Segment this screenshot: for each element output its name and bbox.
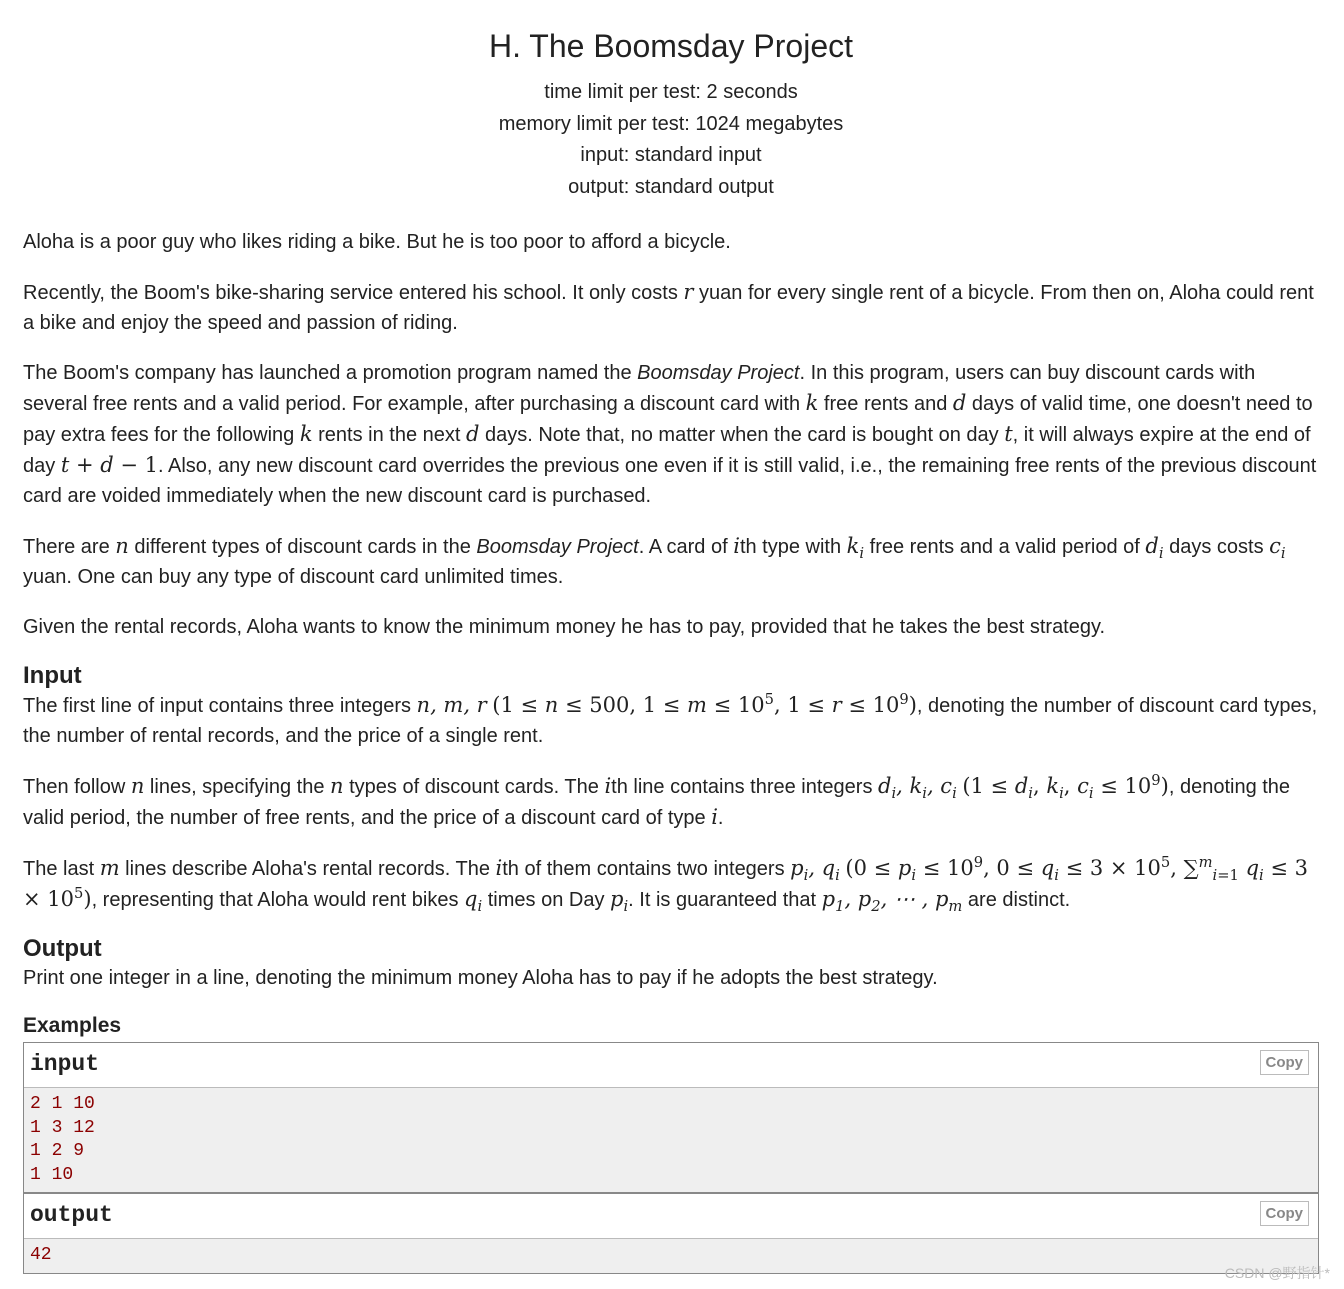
input-text: . It is guaranteed that	[628, 889, 822, 911]
copy-output-button[interactable]: Copy	[1260, 1201, 1310, 1226]
statement-paragraph-5	[23, 612, 1319, 642]
math-expiry: t	[60, 453, 70, 477]
math-d-i: $d_i$	[1145, 534, 1164, 563]
statement-text: days costs	[1163, 536, 1270, 558]
math-r: r	[683, 280, 694, 304]
input-text: The last	[23, 858, 100, 880]
math-c-i: $c_i$	[1269, 534, 1286, 563]
statement-paragraph-3	[23, 358, 1319, 511]
math-expiry-d: d	[100, 453, 114, 477]
examples-box	[23, 1042, 1319, 1274]
output-line: 42	[30, 1245, 52, 1265]
input-text: , denoting the valid period, the number of free rents, and the price of a discount card of type	[23, 776, 1291, 829]
math-constraints-3: ($0 \le p_i \le 10^9$, $0 \le q_i \le 3 \times 10^5$, ∑$^m_{i=1}$ $q_i \le 3 \times 10^5$)	[23, 854, 1309, 911]
input-paragraph-1	[23, 690, 1319, 751]
copy-input-button[interactable]: Copy	[1260, 1050, 1310, 1075]
output-example-header	[24, 1194, 1318, 1239]
math-nmr: n, m, r	[416, 693, 487, 717]
watermark: CSDN @野指针*	[1224, 1265, 1330, 1281]
statement-text: rents in the next	[312, 424, 466, 446]
statement-text: The Boom's company has launched a promotion program named the	[23, 362, 638, 384]
problem-header	[23, 0, 1319, 203]
output-example-label: output	[30, 1202, 113, 1228]
statement-paragraph-2	[23, 277, 1319, 338]
statement-text: days. Note that, no matter when the card is bought on day	[479, 424, 1005, 446]
input-section-title: Input	[23, 662, 82, 689]
math-d: d	[465, 422, 480, 446]
math-expiry-tail: − 1	[113, 453, 158, 477]
math-i: i	[733, 534, 740, 558]
math-q-i: $q_i$	[464, 887, 483, 916]
math-k: k	[299, 422, 313, 446]
input-text: types of discount cards. The	[343, 776, 605, 798]
math-d: d	[952, 391, 967, 415]
input-line: 2 1 10	[30, 1094, 95, 1114]
input-text: The first line of input contains three integers	[23, 695, 417, 717]
math-n: n	[330, 774, 344, 798]
output-example-body[interactable]	[24, 1239, 1318, 1273]
input-example-header	[24, 1043, 1318, 1088]
statement-emphasis: Boomsday Project	[476, 536, 639, 558]
statement-text: free rents and a valid period of	[864, 536, 1146, 558]
statement-text: th type with	[739, 536, 847, 558]
statement-text: . In this program, users can buy discount cards with several free rents and a valid period. For example, after purchasing a discount card with	[23, 362, 1256, 415]
input-paragraph-3	[23, 853, 1319, 915]
output-section-title: Output	[23, 935, 102, 962]
statement-emphasis: Boomsday Project	[637, 362, 800, 384]
math-p-list: $p_1$, $p_2$, ⋯ , $p_m$	[821, 887, 963, 916]
math-i: i	[711, 805, 718, 829]
statement-text: yuan for every single rent of a bicycle. From then on, Aloha could rent a bike and enjoy the speed and passion of riding.	[23, 282, 1314, 334]
math-i: i	[604, 774, 612, 798]
input-line: 1 3 12	[30, 1117, 95, 1138]
input-text: lines describe Aloha's rental records. The	[119, 858, 496, 880]
input-text: lines, specifying the	[144, 776, 331, 798]
math-n: n	[130, 774, 145, 798]
math-k: k	[805, 391, 819, 415]
input-text: , representing that Aloha would rent bikes	[91, 889, 465, 911]
statement-text: Recently, the Boom's bike-sharing service entered his school. It only costs	[23, 282, 684, 304]
problem-title: H. The Boomsday Project	[488, 28, 853, 64]
statement-text: , it will always expire at the end of day	[23, 424, 1311, 477]
statement-text: free rents and	[818, 393, 953, 415]
output-text: Print one integer in a line, denoting the minimum money Aloha has to pay if he adopts the best strategy.	[23, 967, 938, 989]
math-pq: $p_i$, $q_i$	[790, 856, 840, 885]
math-p-i: $p_i$	[610, 887, 629, 916]
input-file: input: standard input	[580, 144, 762, 166]
input-text: times on Day	[482, 889, 610, 911]
statement-paragraph-1	[23, 227, 1319, 257]
input-text: , denoting the number of discount card types, the number of rental records, and the price of a single rent.	[23, 695, 1318, 747]
math-dkc: $d_i$, $k_i$, $c_i$	[878, 774, 957, 803]
input-line: 1 2 9	[30, 1141, 85, 1161]
statement-text: Aloha is a poor guy who likes riding a bike. But he is too poor to afford a bicycle.	[23, 231, 731, 253]
statement-text: days of valid time, one doesn't need to pay extra fees for the following	[23, 393, 1313, 446]
math-i: i	[495, 856, 503, 880]
problem-page	[23, 0, 1319, 1274]
statement-text: . A card of	[638, 536, 734, 558]
input-line: 1 10	[30, 1164, 74, 1185]
output-file: output: standard output	[568, 175, 774, 198]
math-t: t	[1004, 422, 1013, 446]
input-text: Then follow	[23, 776, 131, 798]
math-k-i: $k_i$	[846, 534, 865, 563]
statement-text: There are	[23, 536, 116, 558]
math-constraints-1: (1 ≤ n ≤ 500, $1 \le m \le 10^5$, $1 \le r \le 10^9$)	[492, 691, 917, 717]
statement-text: Given the rental records, Aloha wants to know the minimum money he has to pay, provided that he takes the best strategy.	[23, 616, 1106, 638]
input-text: th of them contains two integers	[502, 858, 791, 880]
output-paragraph	[23, 963, 1319, 993]
math-constraints-2: ($1 \le d_i$, $k_i$, $c_i \le 10^9$)	[962, 772, 1169, 803]
statement-paragraph-4	[23, 531, 1319, 592]
input-text: .	[717, 807, 724, 829]
input-text: are distinct.	[962, 889, 1071, 911]
input-text: th line contains three integers	[611, 776, 878, 798]
input-example-label: input	[30, 1051, 100, 1077]
math-n: n	[115, 534, 129, 558]
input-paragraph-2	[23, 771, 1319, 833]
statement-text: yuan. One can buy any type of discount card unlimited times.	[23, 566, 564, 588]
input-example-body[interactable]	[24, 1088, 1318, 1192]
time-limit: time limit per test: 2 seconds	[544, 81, 798, 103]
math-expiry-rest: +	[69, 453, 101, 477]
math-m: m	[99, 856, 120, 880]
examples-title: Examples	[23, 1014, 122, 1037]
memory-limit: memory limit per test: 1024 megabytes	[498, 112, 844, 135]
statement-text: different types of discount cards in the	[128, 536, 477, 558]
statement-text: . Also, any new discount card overrides the previous one even if it is still valid, i.e., the remaining free rents of the previous discount card are voided immediately when the new discount card is purchased.	[23, 455, 1317, 507]
